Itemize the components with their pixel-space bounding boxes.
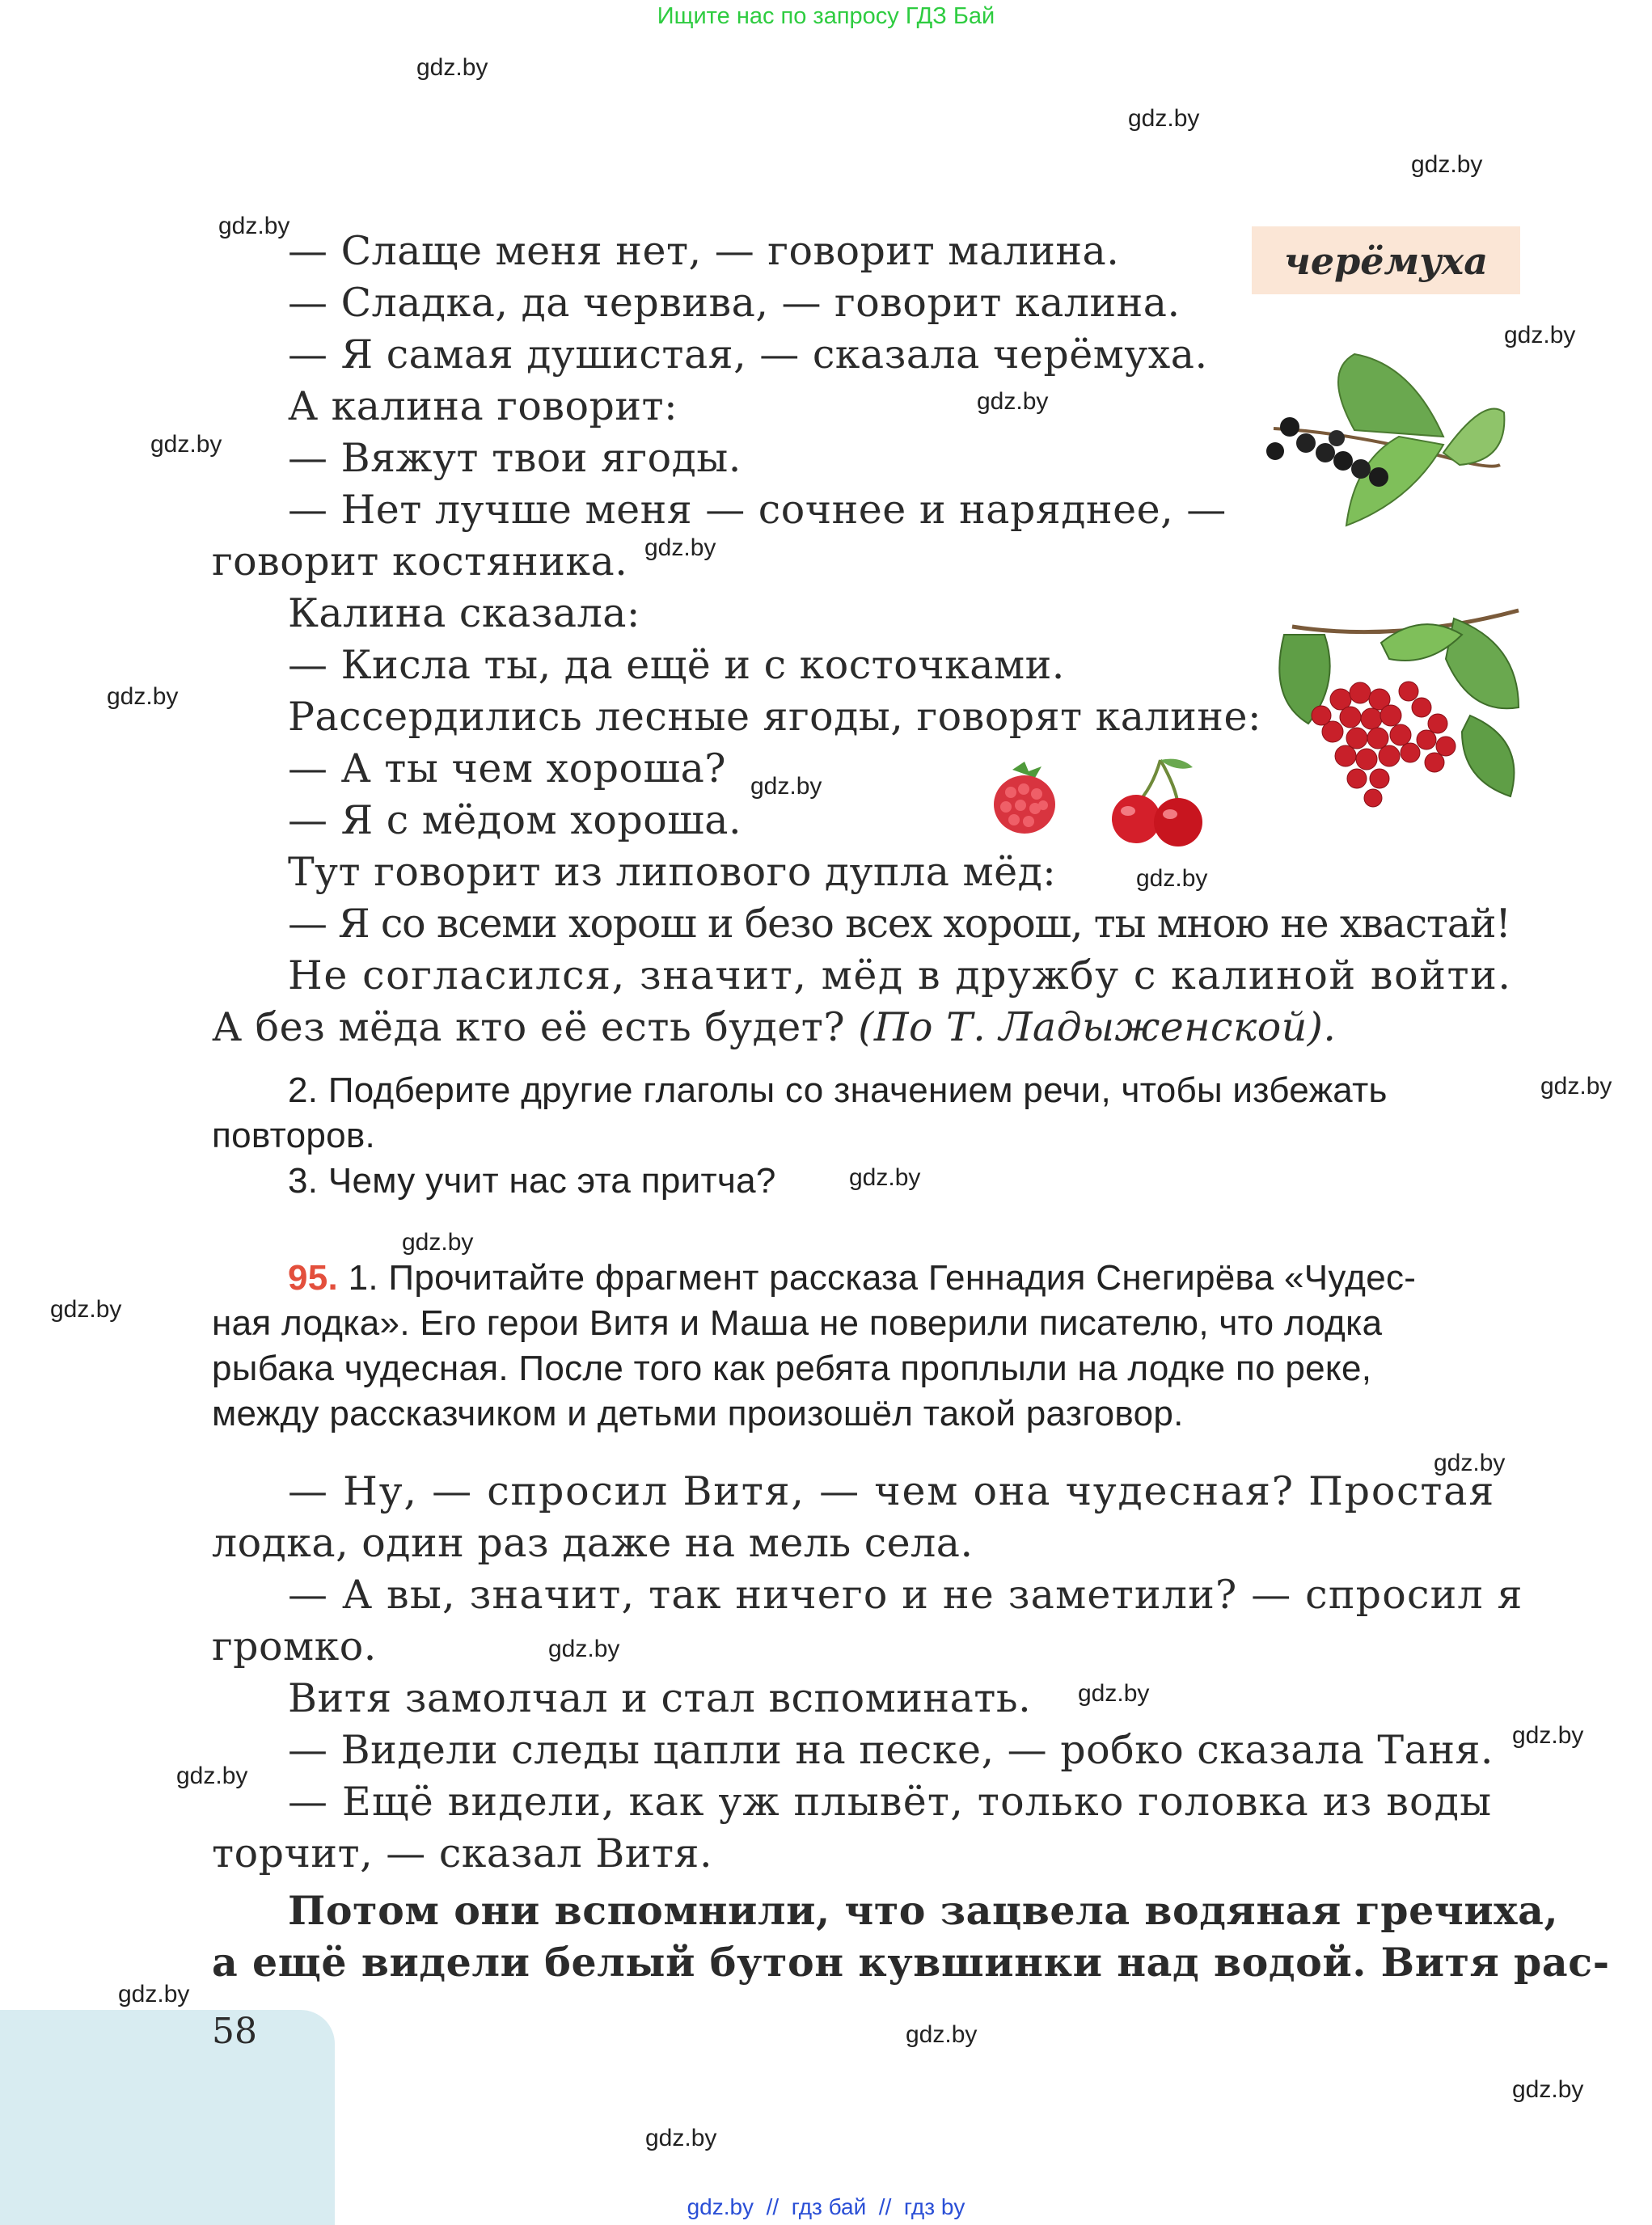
story-line: — Кисла ты, да ещё и с косточками.: [288, 642, 1065, 688]
exercise-95-line3: рыбака чудесная. После того как ребята проплыли на лодке по реке,: [212, 1349, 1372, 1388]
watermark: gdz.by: [1434, 1450, 1506, 1476]
cherries-image: [1104, 756, 1209, 853]
watermark: gdz.by: [1512, 2076, 1584, 2103]
page-number: 58: [212, 2011, 257, 2052]
watermark: gdz.by: [977, 388, 1049, 415]
task-2-line2: повторов.: [212, 1116, 376, 1155]
watermark: gdz.by: [118, 1981, 190, 2008]
story-line: Калина сказала:: [288, 590, 640, 636]
story-line: Тут говорит из липового дупла мёд:: [288, 849, 1057, 895]
watermark: gdz.by: [150, 431, 222, 458]
watermark: gdz.by: [906, 2021, 978, 2048]
story-line: А калина говорит:: [288, 383, 678, 429]
watermark: gdz.by: [750, 773, 822, 800]
story-line: — Нет лучше меня — сочнее и наряднее, —: [288, 487, 1227, 533]
watermark: gdz.by: [1136, 865, 1208, 892]
footer-links: gdz.by // гдз бай // гдз by: [687, 2194, 965, 2219]
exercise-95-line4: между рассказчиком и детьми произошёл такой разговор.: [212, 1394, 1184, 1433]
dialog-line: — Ну, — спросил Витя, — чем она чудесная? Простая: [288, 1468, 1496, 1514]
story-line: — Слаще меня нет, — говорит малина.: [288, 228, 1120, 274]
dialog-line: Витя замолчал и стал вспоминать.: [288, 1675, 1032, 1721]
exercise-95-line1: [288, 1258, 1416, 1298]
watermark: gdz.by: [1128, 105, 1200, 132]
watermark: gdz.by: [1512, 1722, 1584, 1749]
story-line: А без мёда кто её есть будет?: [212, 1004, 846, 1050]
story-line: — Сладка, да червива, — говорит калина.: [288, 280, 1181, 326]
watermark: gdz.by: [849, 1164, 921, 1191]
watermark: gdz.by: [645, 2125, 717, 2151]
plaque-label: черёмуха: [1283, 239, 1489, 283]
dialog-line: — Видели следы цапли на песке, — робко сказала Таня.: [288, 1727, 1494, 1773]
dialog-line: — Ещё видели, как уж плывёт, только головка из воды: [288, 1779, 1493, 1825]
watermark: gdz.by: [416, 54, 488, 81]
watermark: gdz.by: [1078, 1680, 1150, 1707]
raspberry-image: [988, 760, 1061, 837]
bird-cherry-image: [1257, 340, 1516, 542]
watermark: gdz.by: [402, 1229, 474, 1256]
task-3: 3. Чему учит нас эта притча?: [288, 1161, 776, 1201]
story-line: — А ты чем хороша?: [288, 745, 727, 792]
dialog-line: торчит, — сказал Витя.: [212, 1830, 713, 1877]
bold-line: Потом они вспомнили, что зацвела водяная гречиха,: [288, 1887, 1559, 1934]
plaque-cheremukha: [1252, 226, 1520, 294]
task-2-line1: 2. Подберите другие глаголы со значением речи, чтобы избежать: [288, 1070, 1388, 1110]
story-line: — Я со всеми хорош и безо всех хорош, ты мною не хвастай!: [288, 901, 1510, 947]
watermark: gdz.by: [218, 213, 290, 239]
story-line: Не согласился, значит, мёд в дружбу с калиной войти.: [288, 952, 1512, 999]
story-line: Рассердились лесные ягоды, говорят калине:: [288, 694, 1261, 740]
exercise-text: 1. Прочитайте фрагмент рассказа Геннадия Снегирёва «Чудес-: [338, 1258, 1417, 1298]
dialog-line: громко.: [212, 1623, 377, 1670]
story-last-line: [212, 1004, 1336, 1050]
story-line: говорит костяника.: [212, 538, 628, 585]
watermark: gdz.by: [176, 1763, 248, 1789]
story-line: — Я самая душистая, — сказала черёмуха.: [288, 331, 1208, 378]
bold-line: а ещё видели белый бутон кувшинки над водой. Витя рас-: [212, 1939, 1610, 1986]
watermark: gdz.by: [548, 1636, 620, 1662]
top-banner: Ищите нас по запросу ГДЗ Бай: [657, 3, 995, 29]
watermark: gdz.by: [50, 1296, 122, 1323]
watermark: gdz.by: [1540, 1073, 1612, 1100]
watermark: gdz.by: [1411, 151, 1483, 178]
story-source: (По Т. Ладыженской).: [858, 1004, 1337, 1050]
watermark: gdz.by: [644, 534, 716, 561]
viburnum-image: [1276, 594, 1527, 833]
story-line: — Вяжут твои ягоды.: [288, 435, 741, 481]
dialog-line: лодка, один раз даже на мель села.: [212, 1520, 974, 1566]
watermark: gdz.by: [1504, 322, 1576, 348]
exercise-95-line2: ная лодка». Его герои Витя и Маша не поверили писателю, что лодка: [212, 1303, 1383, 1343]
page-corner: [0, 2010, 335, 2225]
story-line: — Я с мёдом хороша.: [288, 797, 742, 843]
dialog-line: — А вы, значит, так ничего и не заметили? — спросил я: [288, 1572, 1523, 1618]
watermark: gdz.by: [107, 683, 179, 710]
exercise-number: 95.: [288, 1258, 339, 1298]
